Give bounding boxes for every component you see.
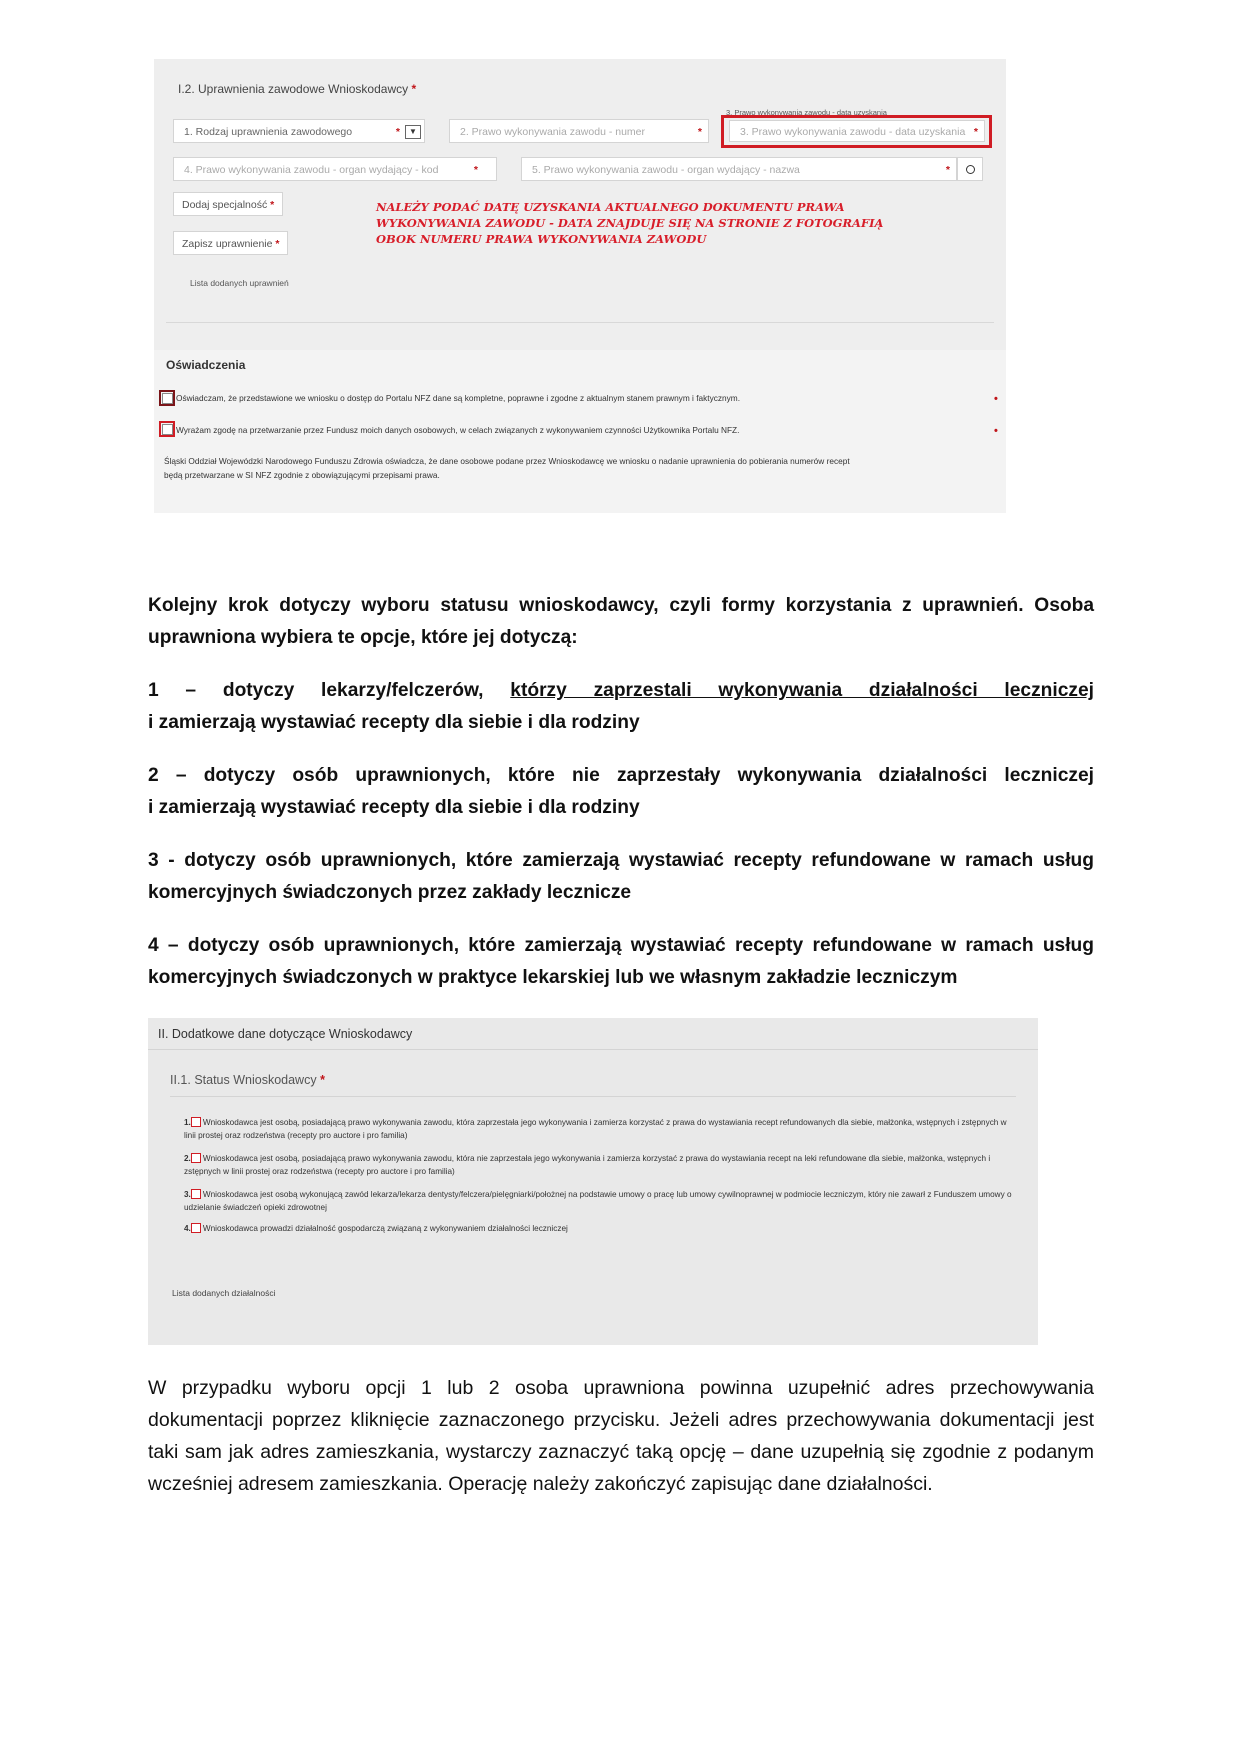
option-checkbox[interactable] bbox=[191, 1223, 201, 1233]
oswiad1-text: Oświadczam, że przedstawione we wniosku o dostęp do Portalu NFZ dane są kompletne, poprawne i zgodne z aktualnym stanem prawnym i faktycznym. bbox=[176, 393, 740, 403]
status-option-4[interactable]: 4. Wnioskodawca prowadzi działalność gospodarczą związaną z wykonywaniem działalności leczniczej bbox=[184, 1224, 568, 1233]
organ-nazwa-input[interactable]: 5. Prawo wykonywania zawodu - organ wydający - nazwa * bbox=[521, 157, 957, 181]
option-checkbox[interactable] bbox=[191, 1189, 201, 1199]
search-button[interactable] bbox=[957, 157, 983, 181]
required-marker: • bbox=[994, 425, 998, 437]
paragraph-option-1: 1 – dotyczy lekarzy/felczerów, którzy zaprzestali wykonywania działalności leczniczej i zamierzają wystawiać recepty dla siebie i dla rodziny bbox=[148, 680, 1094, 733]
divider bbox=[170, 1096, 1016, 1097]
red-note: NALEŻY PODAĆ DATĘ UZYSKANIA AKTUALNEGO DOKUMENTU PRAWA WYKONYWANIA ZAWODU - DATA ZNAJDUJE SIĘ NA STRONIE Z FOTOGRAFIĄ OBOK NUMERU PRAWA WYKONYWANIA ZAWODU bbox=[376, 200, 884, 246]
organ-kod-input[interactable]: 4. Prawo wykonywania zawodu - organ wydający - kod * bbox=[173, 157, 497, 181]
oswiad2-text: Wyrażam zgodę na przetwarzanie przez Fundusz moich danych osobowych, w celach związanych z wykonywaniem czynności Użytkownika Portalu NFZ. bbox=[176, 425, 740, 435]
divider bbox=[148, 1049, 1038, 1050]
status-option-1[interactable]: 1. Wnioskodawca jest osobą, posiadającą prawo wykonywania zawodu, która zaprzestała jego wykonywania i zamierza korzystać z prawa do wystawiania recept refundowanych dla siebie, małżonka, wstępnych i zstępnych w linii prostej oraz rodzeństwa (recepty pro auctore i pro familia) bbox=[184, 1118, 1007, 1140]
screenshot-uprawnienia bbox=[154, 59, 1006, 513]
required-marker: • bbox=[994, 393, 998, 405]
status-option-2[interactable]: 2. Wnioskodawca jest osobą, posiadającą prawo wykonywania zawodu, która nie zaprzestała jego wykonywania i zamierza korzystać z prawa do wystawiania recept na leki refundowane dla siebie, małżonka, wstępnych i zstępnych w linii prostej oraz rodzeństwa (recepty pro auctore i pro familia) bbox=[184, 1154, 991, 1176]
paragraph-closing: W przypadku wyboru opcji 1 lub 2 osoba uprawniona powinna uzupełnić adres przechowywania dokumentacji poprzez kliknięcie zaznaczonego przycisku. Jeżeli adres przechowywania dokumentacji jest taki sam jak adres zamieszkania, wystarczy zaznaczyć taką opcję – dane uzupełnią się zgodnie z podanym wcześniej adresem zamieszkania. Operację należy zakończyć zapisując dane działalności. bbox=[148, 1377, 1094, 1495]
paragraph-intro: Kolejny krok dotyczy wyboru statusu wnioskodawcy, czyli formy korzystania z uprawnień. Osoba uprawniona wybiera te opcje, które jej dotyczą: bbox=[148, 595, 1094, 648]
option-checkbox[interactable] bbox=[191, 1153, 201, 1163]
lista-uprawnien-label: Lista dodanych uprawnień bbox=[190, 278, 289, 288]
paragraph-option-2: 2 – dotyczy osób uprawnionych, które nie zaprzestały wykonywania działalności leczniczej i zamierzają wystawiać recepty dla siebie i dla rodziny bbox=[148, 765, 1094, 818]
oswiad3-line1: Śląski Oddział Wojewódzki Narodowego Funduszu Zdrowia oświadcza, że dane osobowe podane przez Wnioskodawcę we wniosku o nadanie uprawnienia do pobierania numerów recept bbox=[164, 456, 850, 466]
pwz-numer-input[interactable]: 2. Prawo wykonywania zawodu - numer * bbox=[449, 119, 709, 143]
zapisz-uprawnienie-button[interactable]: Zapisz uprawnienie * bbox=[173, 231, 288, 255]
divider bbox=[166, 322, 994, 323]
oswiad3-line2: będą przetwarzane w SI NFZ zgodnie z obowiązującymi przepisami prawa. bbox=[164, 470, 440, 480]
rodzaj-uprawnienia-select[interactable]: 1. Rodzaj uprawnienia zawodowego * ▼ bbox=[173, 119, 425, 143]
section-subtitle: II.1. Status Wnioskodawcy * bbox=[170, 1073, 325, 1087]
option-checkbox[interactable] bbox=[191, 1117, 201, 1127]
pwz-data-label: 3. Prawo wykonywania zawodu - data uzyskania bbox=[726, 108, 887, 117]
screenshot-status-wnioskodawcy bbox=[148, 1018, 1038, 1345]
oswiadczenia-section bbox=[154, 350, 1006, 513]
oswiad2-checkbox[interactable] bbox=[162, 424, 173, 435]
oswiadczenia-title: Oświadczenia bbox=[166, 358, 246, 372]
status-option-3[interactable]: 3. Wnioskodawca jest osobą wykonującą zawód lekarza/lekarza dentysty/felczera/pielęgniarki/położnej na podstawie umowy o pracę lub umowy cywilnoprawnej w podmiocie leczniczym, który nie zawarł z Funduszem umowy o udzielanie świadczeń opieki zdrowotnej bbox=[184, 1190, 1012, 1212]
search-icon bbox=[966, 165, 975, 174]
chevron-down-icon: ▼ bbox=[405, 125, 421, 139]
panel-title: I.2. Uprawnienia zawodowe Wnioskodawcy * bbox=[178, 82, 417, 96]
pwz-data-input[interactable]: 3. Prawo wykonywania zawodu - data uzyskania * bbox=[729, 120, 985, 142]
lista-dzialalnosci-label: Lista dodanych działalności bbox=[172, 1288, 276, 1298]
section-title: II. Dodatkowe dane dotyczące Wnioskodawcy bbox=[158, 1027, 413, 1041]
oswiad1-checkbox[interactable] bbox=[162, 393, 173, 404]
paragraph-option-3: 3 - dotyczy osób uprawnionych, które zamierzają wystawiać recepty refundowane w ramach usług komercyjnych świadczonych przez zakłady lecznicze bbox=[148, 850, 1094, 903]
dodaj-specjalnosc-button[interactable]: Dodaj specjalność * bbox=[173, 192, 283, 216]
paragraph-option-4: 4 – dotyczy osób uprawnionych, które zamierzają wystawiać recepty refundowane w ramach usług komercyjnych świadczonych w praktyce lekarskiej lub we własnym zakładzie leczniczym bbox=[148, 935, 1094, 988]
